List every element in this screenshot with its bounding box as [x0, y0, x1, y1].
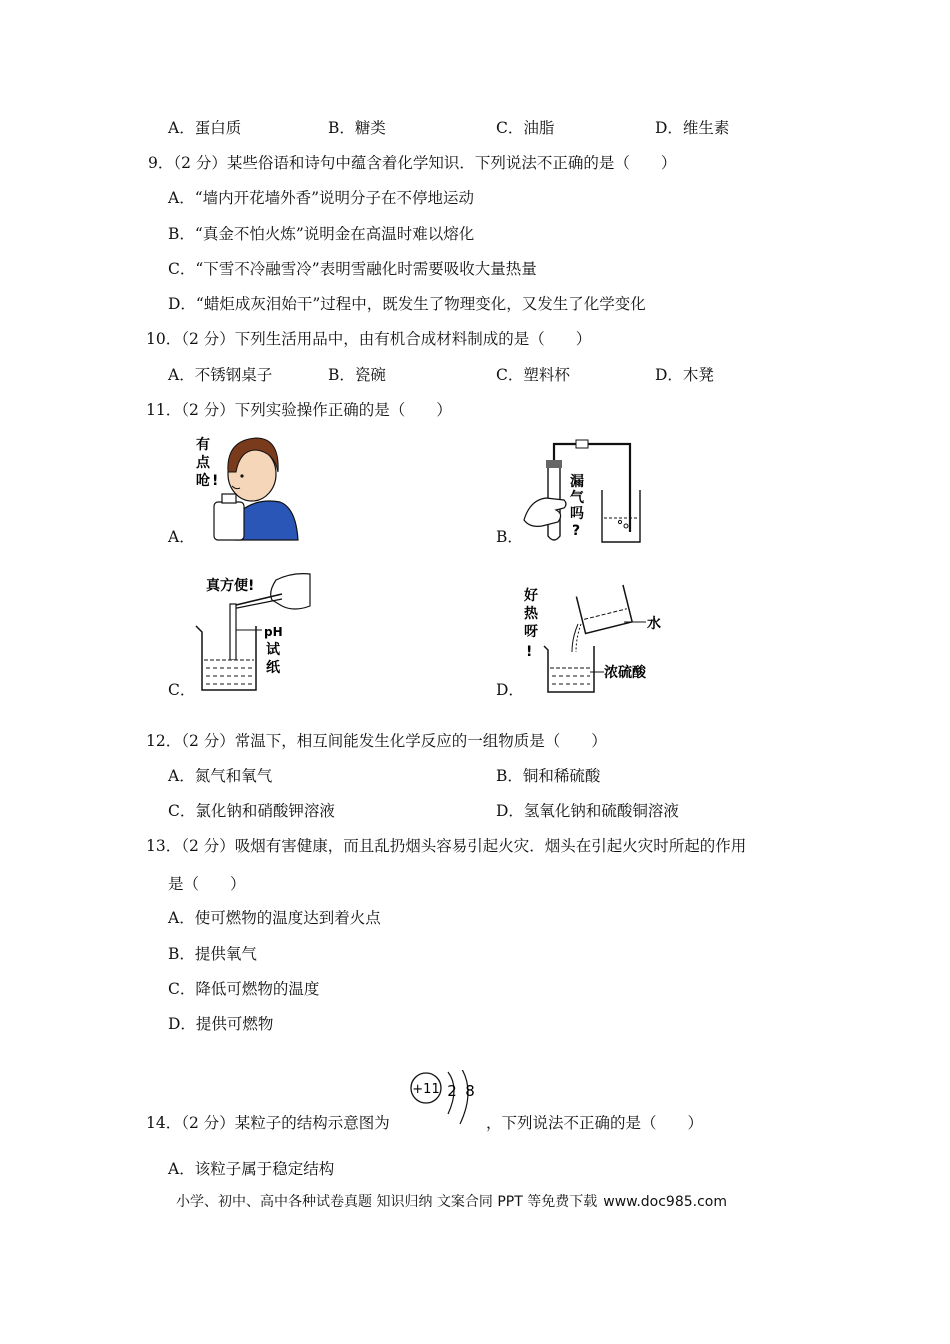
figure-c-label-3: 纸	[266, 660, 280, 676]
figure-d-side-4: !	[526, 644, 533, 660]
q8-option-c: C．油脂	[496, 119, 555, 137]
figure-a-smelling	[192, 432, 304, 544]
q13-stem-line1: 13．（2 分）吸烟有害健康，而且乱扔烟头容易引起火灾．烟头在引起火灾时所起的作用	[146, 837, 747, 855]
figure-b-airtightness	[520, 438, 644, 550]
q14-stem-after: ，下列说法不正确的是（ ）	[486, 1114, 704, 1132]
q12-option-d: D．氢氧化钠和硫酸铜溶液	[496, 802, 679, 820]
q8-option-b: B．糖类	[328, 119, 386, 137]
q8-option-a: A．蛋白质	[168, 119, 242, 137]
q12-option-b: B．铜和稀硫酸	[496, 767, 601, 785]
figure-d-side-3: 呀	[524, 624, 538, 640]
figure-d-side-1: 好	[524, 588, 538, 604]
figure-b-text-1: 漏	[570, 474, 584, 490]
q12-option-a: A．氮气和氧气	[168, 767, 273, 785]
q10-option-c: C．塑料杯	[496, 366, 570, 384]
figure-d-water-label: 水	[647, 616, 661, 632]
q9-option-a: A．“墙内开花墙外香”说明分子在不停地运动	[168, 189, 475, 207]
q9-option-d: D．“蜡炬成灰泪始干”过程中，既发生了物理变化，又发生了化学变化	[168, 295, 646, 313]
footer-url[interactable]: www.doc985.com	[603, 1194, 727, 1210]
figure-d-dilution	[520, 580, 670, 698]
q13-option-a: A．使可燃物的温度达到着火点	[168, 909, 381, 927]
figure-d-acid-label: 浓硫酸	[604, 665, 646, 681]
figure-a-text-1: 有	[196, 437, 210, 453]
q11-option-b-label: B．	[496, 528, 523, 546]
figure-c-label-ph: pH	[264, 625, 283, 639]
figure-a-text-3: 呛	[196, 473, 210, 489]
atomic-structure-diagram	[404, 1070, 484, 1136]
q14-option-a: A．该粒子属于稳定结构	[168, 1160, 335, 1178]
figure-d-side-2: 热	[524, 606, 538, 622]
q10-option-b: B．瓷碗	[328, 366, 386, 384]
page-footer	[176, 1191, 727, 1211]
figure-a-text-2: 点	[196, 455, 210, 471]
q13-option-d: D．提供可燃物	[168, 1015, 274, 1033]
q11-stem: 11．（2 分）下列实验操作正确的是（ ）	[146, 401, 452, 419]
figure-a-text-4: !	[212, 473, 219, 489]
shell-1-electrons: 2	[447, 1082, 457, 1100]
q9-option-b: B．“真金不怕火炼”说明金在高温时难以熔化	[168, 225, 475, 243]
q9-stem: 9．（2 分）某些俗语和诗句中蕴含着化学知识．下列说法不正确的是（ ）	[148, 154, 677, 172]
q13-option-c: C．降低可燃物的温度	[168, 980, 320, 998]
figure-c-ph-paper	[192, 572, 316, 700]
q9-option-c: C．“下雪不冷融雪冷”表明雪融化时需要吸收大量热量	[168, 260, 537, 278]
q11-option-d-label: D．	[496, 681, 524, 699]
q10-stem: 10．（2 分）下列生活用品中，由有机合成材料制成的是（ ）	[146, 330, 592, 348]
q14-stem-before: 14．（2 分）某粒子的结构示意图为	[146, 1114, 390, 1132]
shell-2-electrons: 8	[465, 1082, 475, 1100]
nucleus-charge: +11	[412, 1082, 440, 1097]
footer-text: 小学、初中、高中各种试卷真题 知识归纳 文案合同 PPT 等免费下载	[176, 1194, 598, 1210]
figure-c-label-2: 试	[266, 642, 280, 658]
q12-stem: 12．（2 分）常温下，相互间能发生化学反应的一组物质是（ ）	[146, 732, 607, 750]
figure-b-text-2: 气	[570, 490, 584, 506]
figure-c-caption: 真方便!	[206, 578, 255, 594]
q13-stem-line2: 是（ ）	[168, 875, 246, 893]
q11-option-c-label: C．	[168, 681, 196, 699]
q10-option-a: A．不锈钢桌子	[168, 366, 273, 384]
q13-option-b: B．提供氧气	[168, 945, 257, 963]
figure-b-text-4: ?	[572, 523, 581, 539]
figure-b-text-3: 吗	[570, 506, 584, 522]
q11-option-a-label: A．	[168, 528, 195, 546]
q12-option-c: C．氯化钠和硝酸钾溶液	[168, 802, 335, 820]
q10-option-d: D．木凳	[655, 366, 714, 384]
q8-option-d: D．维生素	[655, 119, 730, 137]
